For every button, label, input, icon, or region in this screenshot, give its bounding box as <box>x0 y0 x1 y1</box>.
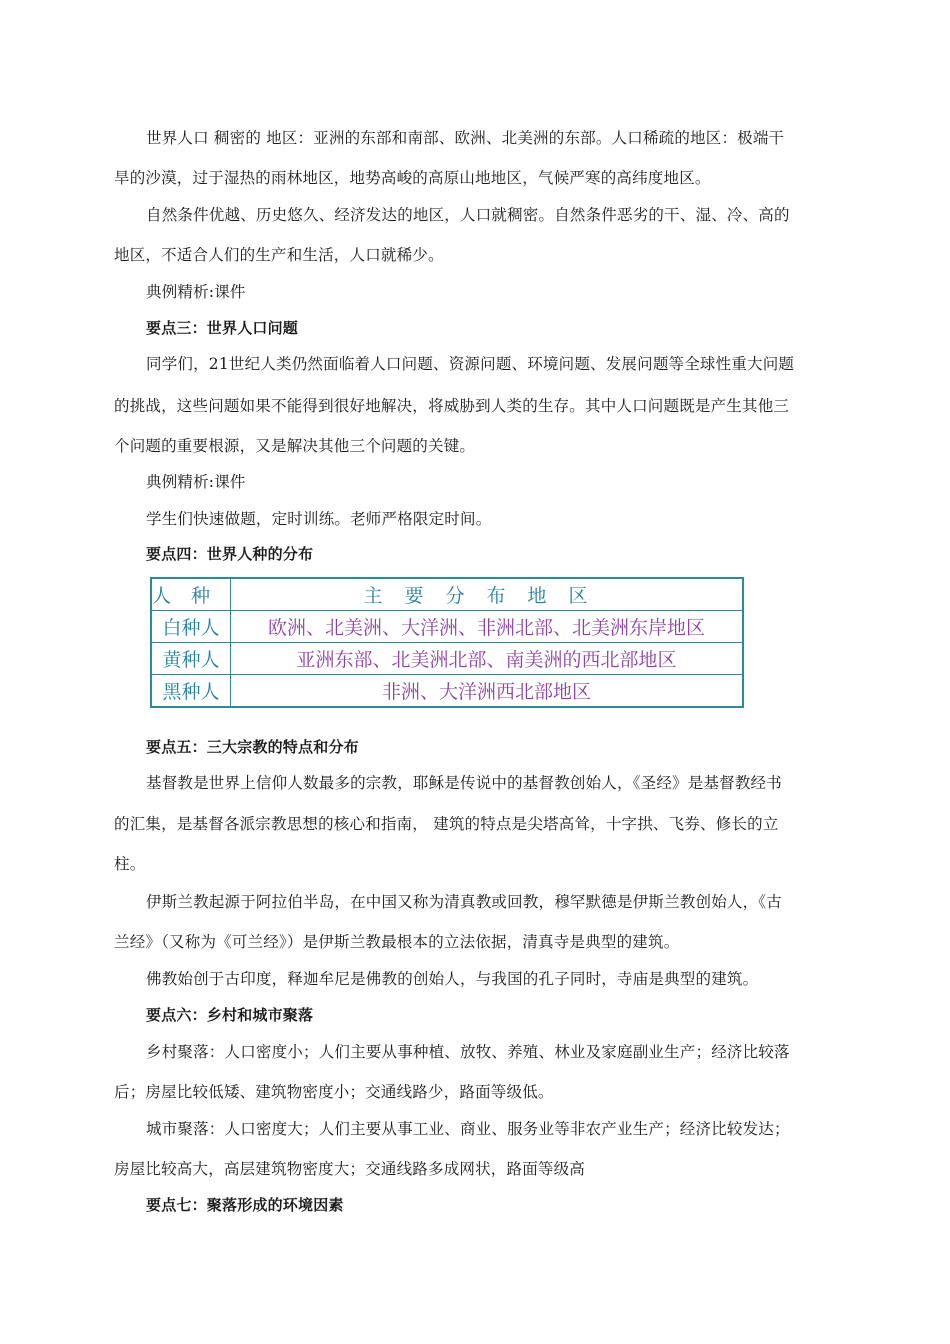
regions-cell: 欧洲、北美洲、大洋洲、非洲北部、北美洲东岸地区 <box>231 611 744 643</box>
paragraph-christianity-end: 柱。 <box>114 855 146 873</box>
heading-point-5: 要点五：三大宗教的特点和分布 <box>146 738 359 756</box>
paragraph-buddhism: 佛教始创于古印度，释迦牟尼是佛教的创始人，与我国的孔子同时，寺庙是典型的建筑。 <box>146 970 759 988</box>
paragraph-conditions-cont: 地区，不适合人们的生产和生活，人口就稀少。 <box>114 246 444 264</box>
paragraph-rural: 乡村聚落：人口密度小；人们主要从事种植、放牧、养殖、林业及家庭副业生产；经济比较落 <box>146 1043 790 1061</box>
table-row <box>151 642 743 674</box>
paragraph-population-dense: 世界人口 稠密的 地区：亚洲的东部和南部、欧洲、北美洲的东部。人口稀疏的地区：极端干 <box>146 129 785 147</box>
paragraph-conditions: 自然条件优越、历史悠久、经济发达的地区，人口就稠密。自然条件恶劣的干、湿、冷、高的 <box>146 206 790 224</box>
paragraph-islam: 伊斯兰教起源于阿拉伯半岛，在中国又称为清真教或回教，穆罕默德是伊斯兰教创始人，《古 <box>146 893 782 911</box>
header-regions: 主要分布地区 <box>231 578 744 611</box>
paragraph-population-issues: 同学们，21世纪人类仍然面临着人口问题、资源问题、环境问题、发展问题等全球性重大问题 <box>146 355 795 373</box>
paragraph-christianity: 基督教是世界上信仰人数最多的宗教，耶稣是传说中的基督教创始人，《圣经》是基督教经书 <box>146 774 782 792</box>
regions-cell: 亚洲东部、北美洲北部、南美洲的西北部地区 <box>231 642 744 674</box>
paragraph-christianity-cont: 的汇集，是基督各派宗教思想的核心和指南， 建筑的特点是尖塔高耸，十字拱、飞券、修长的立 <box>114 815 779 833</box>
heading-point-3: 要点三：世界人口问题 <box>146 319 299 337</box>
heading-point-7: 要点七：聚落形成的环境因素 <box>146 1196 344 1214</box>
race-distribution-table <box>150 577 744 708</box>
paragraph-population-issues-end: 个问题的重要根源，又是解决其他三个问题的关键。 <box>114 437 476 455</box>
heading-point-6: 要点六：乡村和城市聚落 <box>146 1006 314 1024</box>
header-race: 人种 <box>151 578 231 611</box>
example-note: 典例精析:课件 <box>146 473 246 491</box>
race-cell: 黄种人 <box>151 642 231 674</box>
paragraph-islam-cont: 兰经》（又称为《可兰经》）是伊斯兰教最根本的立法依据，清真寺是典型的建筑。 <box>114 933 680 951</box>
table-header-row <box>151 578 743 611</box>
table-row <box>151 611 743 643</box>
race-cell: 白种人 <box>151 611 231 643</box>
paragraph-urban-cont: 房屋比较高大，高层建筑物密度大；交通线路多成网状，路面等级高 <box>114 1160 586 1178</box>
paragraph-population-issues-cont: 的挑战，这些问题如果不能得到很好地解决，将威胁到人类的生存。其中人口问题既是产生其他三 <box>114 397 790 415</box>
race-cell: 黑种人 <box>151 674 231 707</box>
heading-point-4: 要点四：世界人种的分布 <box>146 545 314 563</box>
paragraph-population-sparse: 旱的沙漠，过于湿热的雨林地区，地势高峻的高原山地地区，气候严寒的高纬度地区。 <box>114 169 711 187</box>
example-note: 典例精析:课件 <box>146 283 246 301</box>
paragraph-urban: 城市聚落：人口密度大；人们主要从事工业、商业、服务业等非农产业生产；经济比较发达； <box>146 1120 790 1138</box>
regions-cell: 非洲、大洋洲西北部地区 <box>231 674 744 707</box>
paragraph-practice: 学生们快速做题，定时训练。老师严格限定时间。 <box>146 510 492 528</box>
paragraph-rural-cont: 后；房屋比较低矮、建筑物密度小；交通线路少，路面等级低。 <box>114 1083 554 1101</box>
table-row <box>151 674 743 707</box>
